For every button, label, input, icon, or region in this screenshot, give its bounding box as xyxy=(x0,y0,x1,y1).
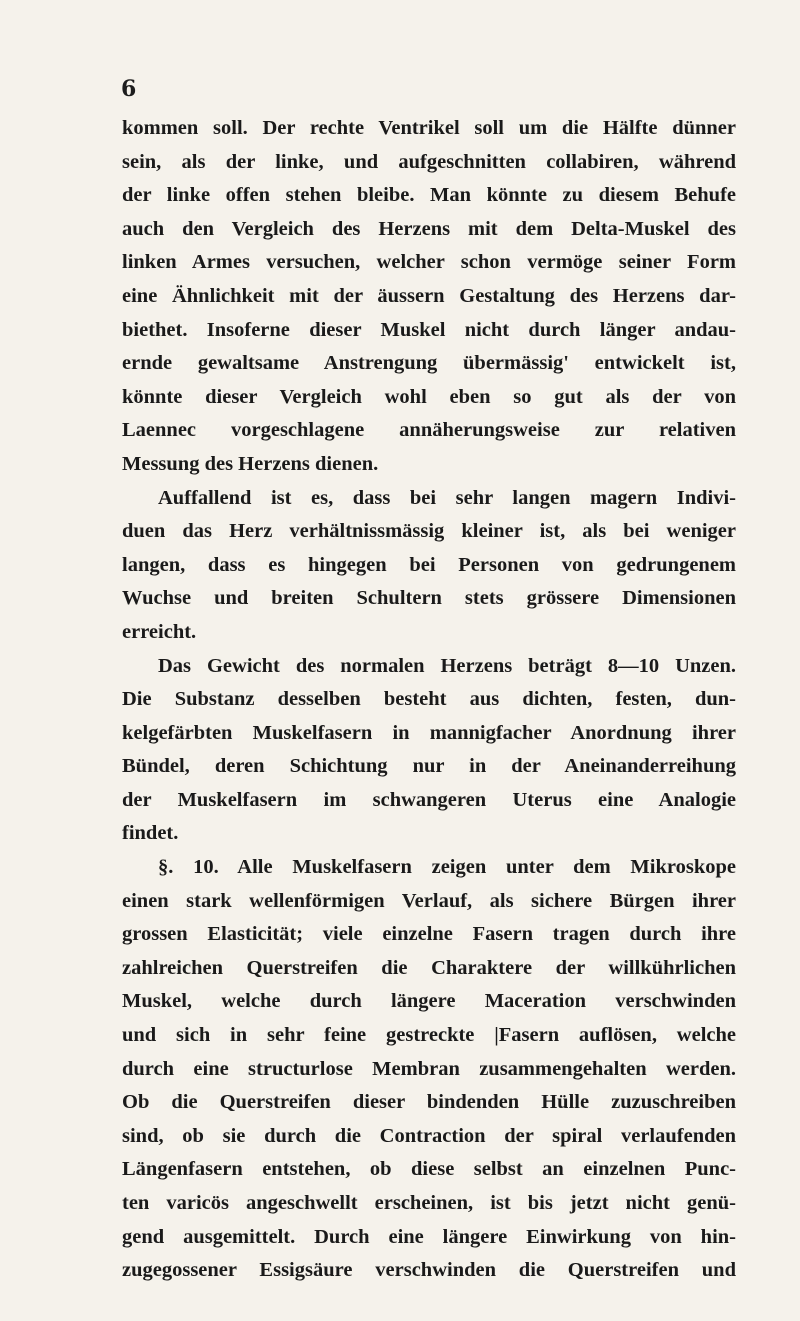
text-line: §. 10. Alle Muskelfasern zeigen unter dem Mikroskope xyxy=(158,856,736,879)
text-line: langen, dass es hingegen bei Personen von gedrungenem xyxy=(122,553,736,576)
text-line: kommen soll. Der rechte Ventrikel soll um die Hälfte dünner xyxy=(122,117,736,139)
text-line: Die Substanz desselben besteht aus dichten, festen, dun- xyxy=(122,688,736,711)
text-line: grossen Elasticität; viele einzelne Fasern tragen durch ihre xyxy=(122,923,736,946)
text-line: könnte dieser Vergleich wohl eben so gut als der von xyxy=(122,385,736,408)
text-line: der linke offen stehen bleibe. Man könnte zu diesem Behufe xyxy=(122,184,736,207)
text-line: biethet. Insoferne dieser Muskel nicht durch länger andau- xyxy=(122,318,736,341)
text-line: eine Ähnlichkeit mit der äussern Gestaltung des Herzens dar- xyxy=(122,284,736,307)
text-line: der Muskelfasern im schwangeren Uterus eine Analogie xyxy=(122,788,736,811)
text-line: linken Armes versuchen, welcher schon vermöge seiner Form xyxy=(122,251,736,274)
text-line: zugegossener Essigsäure verschwinden die Querstreifen und xyxy=(122,1259,736,1282)
text-line: Ob die Querstreifen dieser bindenden Hülle zuzuschreiben xyxy=(122,1091,736,1114)
text-line: duen das Herz verhältnissmässig kleiner ist, als bei weniger xyxy=(122,520,736,543)
text-line: zahlreichen Querstreifen die Charaktere der willkührlichen xyxy=(122,956,736,979)
text-line: Wuchse und breiten Schultern stets grössere Dimensionen xyxy=(122,587,736,610)
text-line: Das Gewicht des normalen Herzens beträgt 8—10 Unzen. xyxy=(158,654,736,677)
page-number: 6 xyxy=(121,76,137,102)
text-line: durch eine structurlose Membran zusammengehalten werden. xyxy=(122,1057,736,1080)
text-line: auch den Vergleich des Herzens mit dem Delta-Muskel des xyxy=(122,217,736,240)
text-line: Laennec vorgeschlagene annäherungsweise zur relativen xyxy=(122,419,736,442)
text-line: ten varicös angeschwellt erscheinen, ist bis jetzt nicht genü- xyxy=(122,1192,736,1214)
text-line: Auffallend ist es, dass bei sehr langen magern Indivi- xyxy=(158,486,736,509)
text-line: findet. xyxy=(122,822,179,845)
text-line: ernde gewaltsame Anstrengung übermässig' entwickelt ist, xyxy=(122,352,736,375)
text-line: Längenfasern entstehen, ob diese selbst an einzelnen Punc- xyxy=(122,1158,736,1181)
text-line: einen stark wellenförmigen Verlauf, als sichere Bürgen ihrer xyxy=(122,889,736,912)
text-line: und sich in sehr feine gestreckte |Fasern auflösen, welche xyxy=(122,1024,736,1047)
text-line: sind, ob sie durch die Contraction der spiral verlaufenden xyxy=(122,1124,736,1147)
text-line: kelgefärbten Muskelfasern in mannigfacher Anordnung ihrer xyxy=(122,721,736,744)
text-line: Messung des Herzens dienen. xyxy=(122,452,379,475)
text-line: Bündel, deren Schichtung nur in der Aneinanderreihung xyxy=(122,755,736,778)
text-line: gend ausgemittelt. Durch eine längere Einwirkung von hin- xyxy=(122,1225,736,1248)
body-text xyxy=(122,112,736,1288)
text-line: Muskel, welche durch längere Maceration verschwinden xyxy=(122,990,736,1013)
text-line: sein, als der linke, und aufgeschnitten collabiren, während xyxy=(122,150,736,173)
text-line: erreicht. xyxy=(122,620,197,643)
